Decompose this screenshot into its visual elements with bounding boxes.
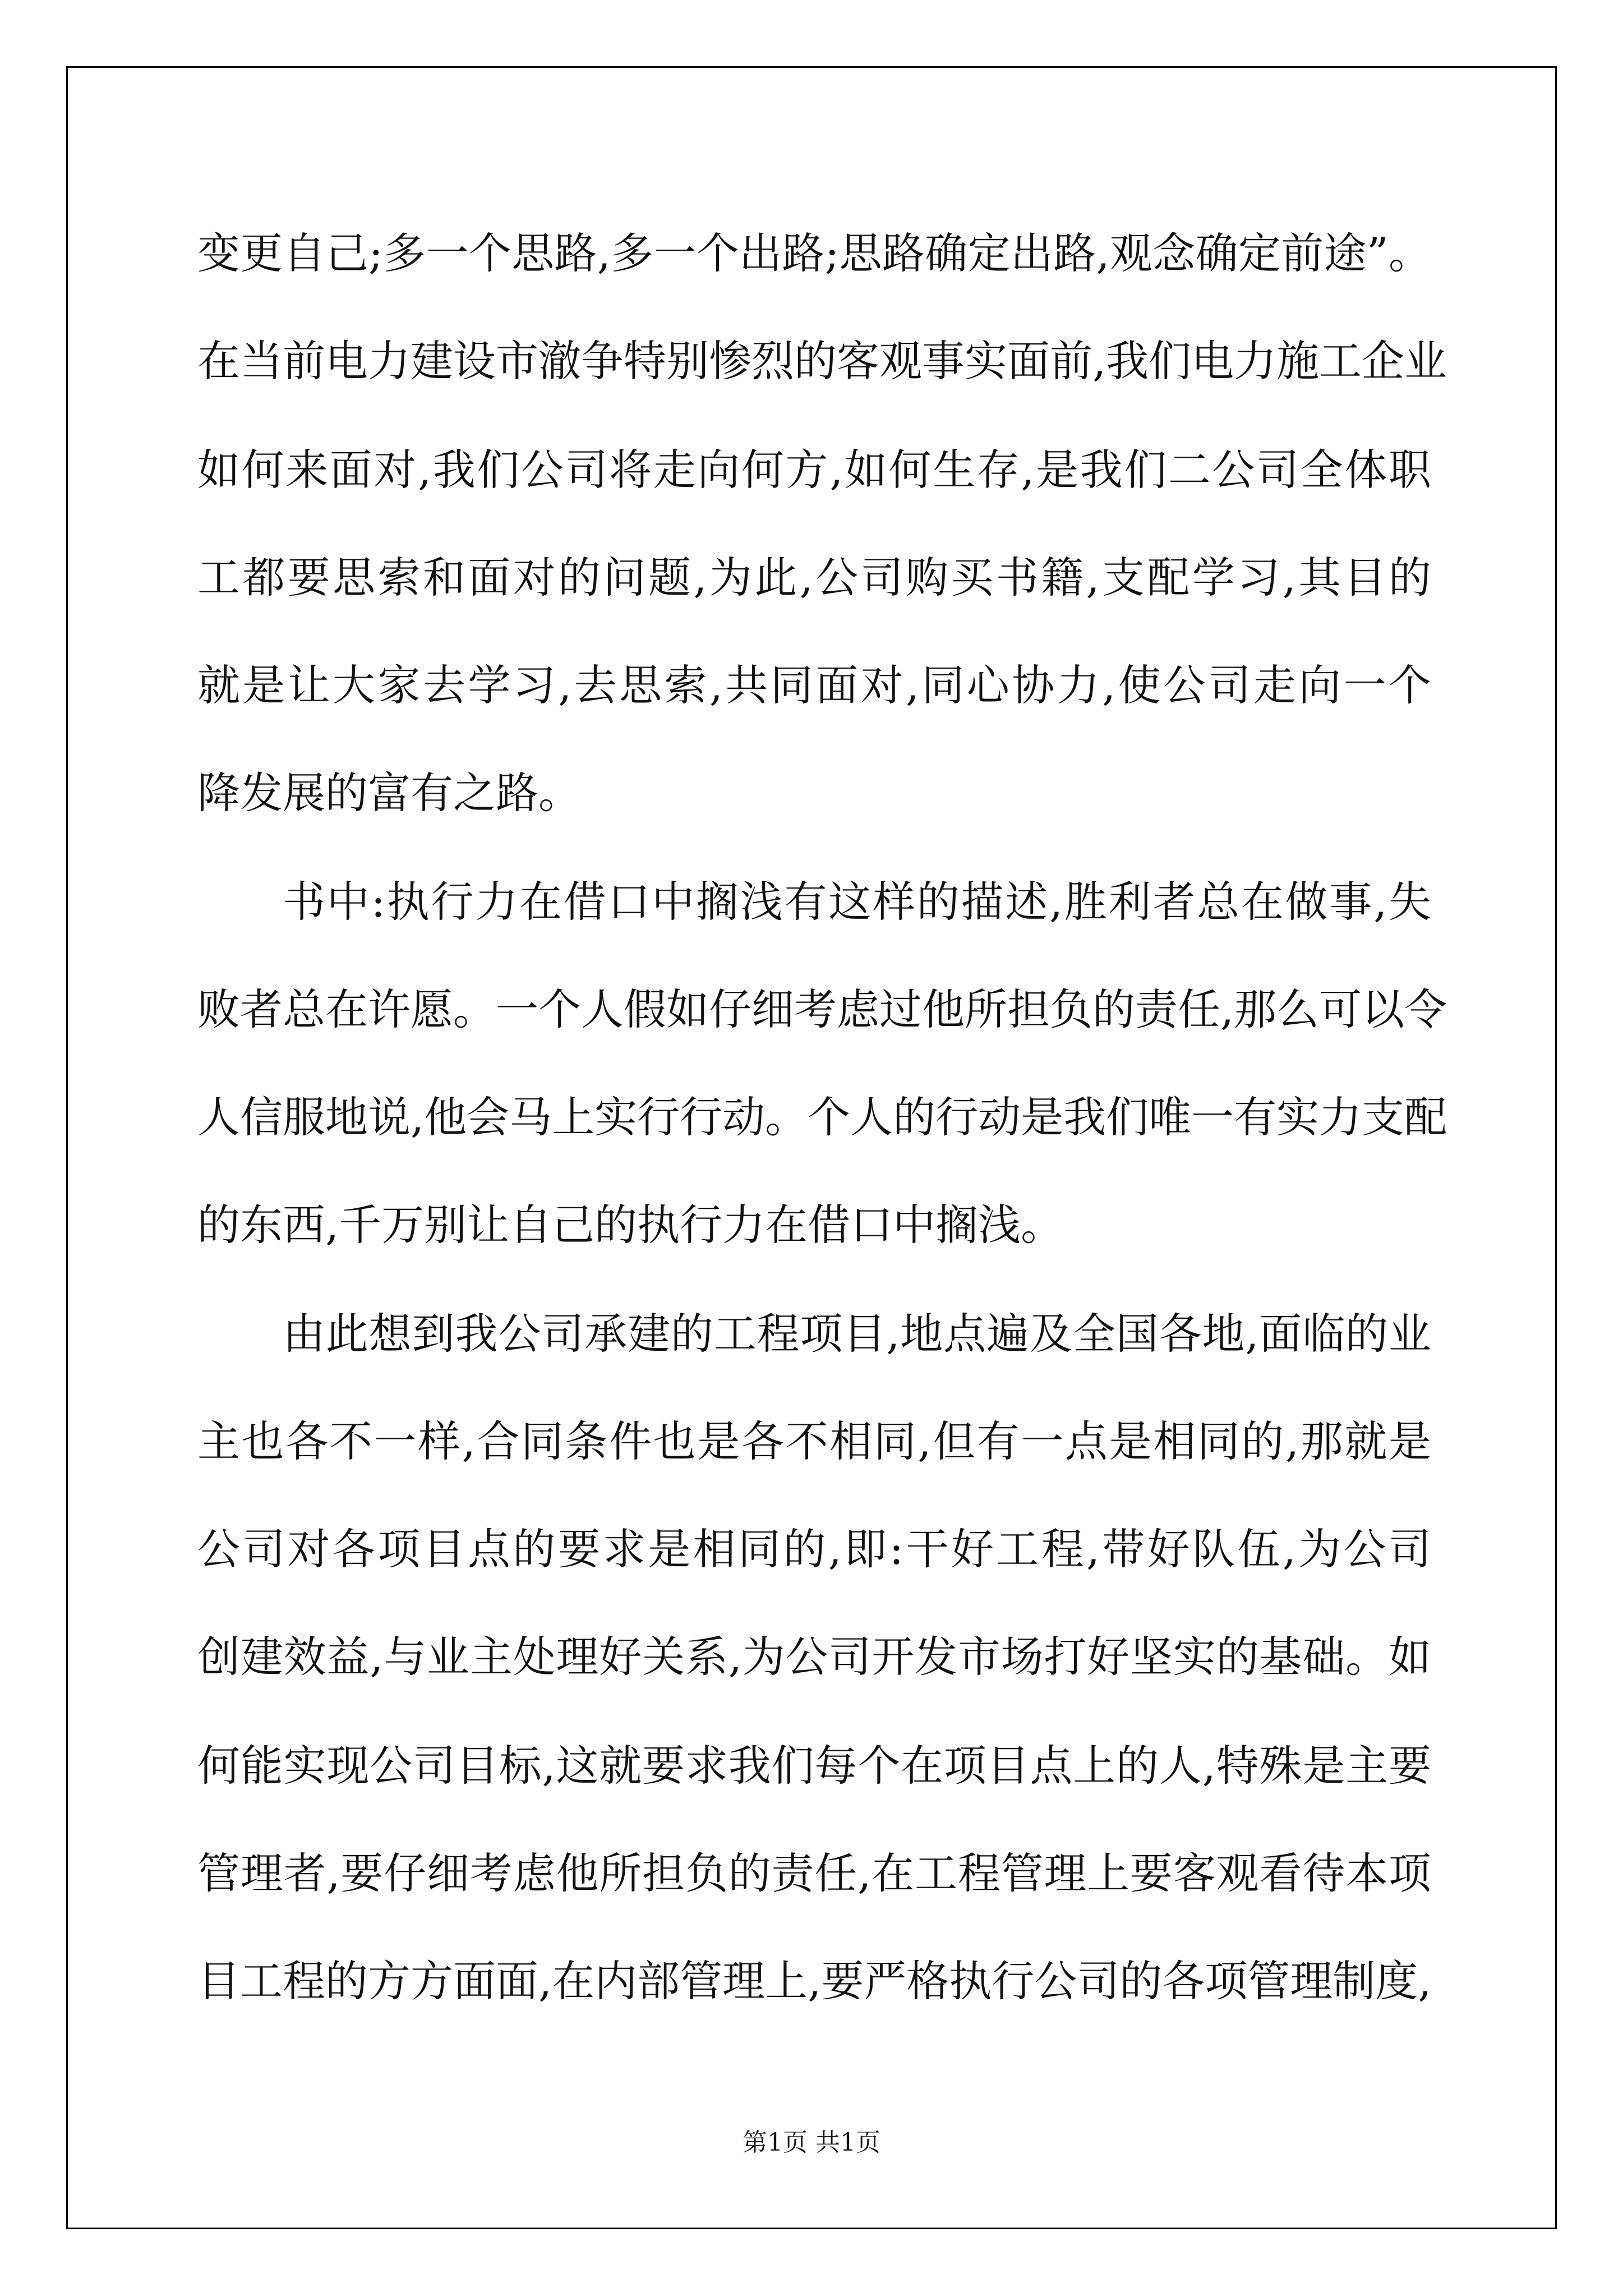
text-line: 管理者,要仔细考虑他所担负的责任,在工程管理上要客观看待本项 bbox=[197, 1848, 1431, 1898]
text-line: 工都要思索和面对的问题,为此,公司购买书籍,支配学习,其目的 bbox=[197, 553, 1431, 602]
text-line: 就是让大家去学习,去思索,共同面对,同心协力,使公司走向一个 bbox=[197, 660, 1431, 710]
text-line: 败者总在许愿。一个人假如仔细考虑过他所担负的责任,那么可以令 bbox=[197, 984, 1447, 1034]
text-line: 降发展的富有之路。 bbox=[197, 768, 581, 818]
page-number-footer: 第1页 共1页 bbox=[743, 2128, 880, 2157]
text-line: 主也各不一样,合同条件也是各不相同,但有一点是相同的,那就是 bbox=[197, 1416, 1431, 1466]
text-line: 人信服地说,他会马上实行行动。个人的行动是我们唯一有实力支配 bbox=[197, 1092, 1447, 1142]
page-border bbox=[66, 66, 1557, 2229]
text-line: 公司对各项目点的要求是相同的,即:干好工程,带好队伍,为公司 bbox=[197, 1524, 1431, 1574]
text-line: 的东西,千万别让自己的执行力在借口中搁浅。 bbox=[197, 1200, 1064, 1250]
text-line: 变更自己;多一个思路,多一个出路;思路确定出路,观念确定前途”。 bbox=[197, 228, 1431, 278]
text-line: 创建效益,与业主处理好关系,为公司开发市场打好坚实的基础。如 bbox=[197, 1632, 1431, 1682]
text-line: 目工程的方方面面,在内部管理上,要严格执行公司的各项管理制度, bbox=[197, 1956, 1432, 2006]
paragraph-first-line: 由此想到我公司承建的工程项目,地点遍及全国各地,面临的业 bbox=[283, 1309, 1431, 1359]
text-line: 在当前电力建设市澈争特别惨烈的客观事实面前,我们电力施工企业 bbox=[197, 336, 1447, 386]
text-line: 何能实现公司目标,这就要求我们每个在项目点上的人,特殊是主要 bbox=[197, 1741, 1431, 1791]
paragraph-first-line: 书中:执行力在借口中搁浅有这样的描述,胜利者总在做事,失 bbox=[283, 877, 1431, 927]
text-line: 如何来面对,我们公司将走向何方,如何生存,是我们二公司全体职 bbox=[197, 445, 1431, 495]
